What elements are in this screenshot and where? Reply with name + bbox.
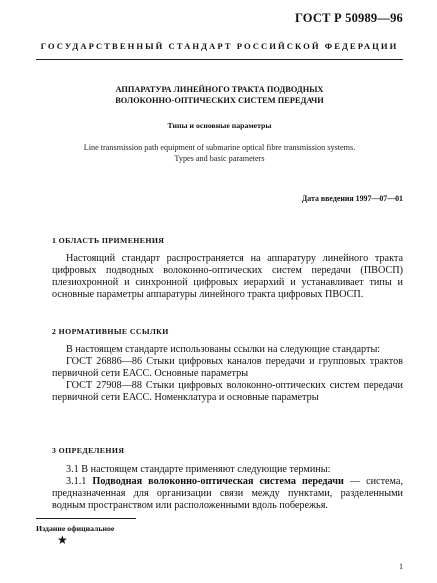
section-3-intro: 3.1 В настоящем стандарте применяют следующие термины: bbox=[66, 464, 331, 475]
definition-3-1-1 bbox=[52, 476, 403, 512]
document-title bbox=[36, 84, 403, 106]
section-2-ref-1: ГОСТ 26886—86 Стыки цифровых каналов передачи и групповых трактов первичной сети ЕАСС. Основные параметры bbox=[52, 356, 403, 379]
section-3-heading: 3 ОПРЕДЕЛЕНИЯ bbox=[52, 446, 125, 455]
section-1-body bbox=[52, 253, 403, 301]
gost-code: ГОСТ Р 50989—96 bbox=[294, 11, 403, 25]
page-number: 1 bbox=[399, 562, 403, 571]
section-1-text: Настоящий стандарт распространяется на аппаратуру линейного тракта цифровых подводных волоконно-оптических систем передачи (ПВОСП) плезиохронной и синхронной цифровых иерархий и устанавливает типы и основные параметры аппаратуры линейного тракта цифровых ПВОСП. bbox=[52, 253, 403, 300]
title-line-1: АППАРАТУРА ЛИНЕЙНОГО ТРАКТА ПОДВОДНЫХ bbox=[115, 85, 324, 94]
document-subtitle: Типы и основные параметры bbox=[167, 121, 272, 130]
star-icon: ★ bbox=[57, 533, 68, 547]
definition-term: Подводная волоконно-оптическая система передачи bbox=[92, 476, 344, 487]
introduction-date: Дата введения 1997—07—01 bbox=[301, 194, 403, 203]
english-title-line-2: Types and basic parameters bbox=[174, 154, 265, 163]
official-edition-label: Издание официальное bbox=[36, 524, 115, 533]
section-2-ref-2: ГОСТ 27908—88 Стыки цифровых волоконно-оптических систем передачи первичной сети ЕАСС. Номенклатура и основные параметры bbox=[52, 380, 403, 403]
footer-rule bbox=[36, 518, 136, 519]
definition-number: 3.1.1 bbox=[66, 476, 87, 487]
state-standard-heading: ГОСУДАРСТВЕННЫЙ СТАНДАРТ РОССИЙСКОЙ ФЕДЕРАЦИИ bbox=[40, 41, 399, 51]
header-rule bbox=[36, 59, 403, 60]
section-2-body bbox=[52, 344, 403, 404]
title-line-2: ВОЛОКОННО-ОПТИЧЕСКИХ СИСТЕМ ПЕРЕДАЧИ bbox=[115, 96, 324, 105]
section-3-body bbox=[52, 464, 403, 512]
section-2-intro: В настоящем стандарте использованы ссылки на следующие стандарты: bbox=[66, 344, 381, 355]
english-title-line-1: Line transmission path equipment of submarine optical fibre transmission systems. bbox=[83, 143, 356, 152]
definition-text: — система, предназначенная для организации связи между пунктами, разделенными водным пространством или расположенными вдоль побережья. bbox=[52, 476, 403, 511]
section-2-heading: 2 НОРМАТИВНЫЕ ССЫЛКИ bbox=[52, 327, 169, 336]
english-title bbox=[36, 142, 403, 164]
section-1-heading: 1 ОБЛАСТЬ ПРИМЕНЕНИЯ bbox=[52, 236, 165, 245]
